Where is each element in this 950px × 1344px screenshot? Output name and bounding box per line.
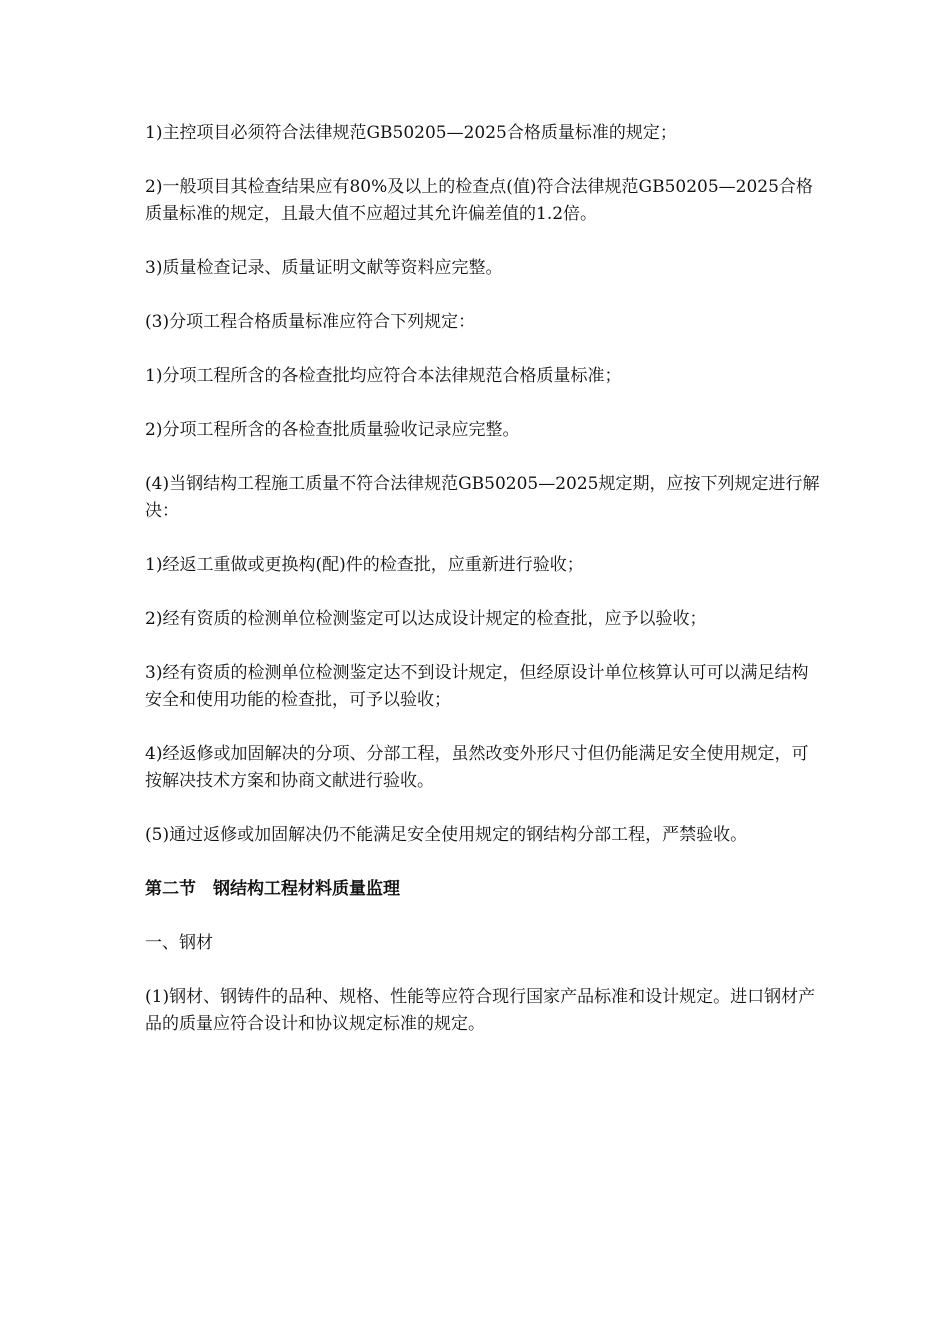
paragraph-6: 2)分项工程所含的各检查批质量验收记录应完整。 [145,420,520,440]
paragraph-3: 3)质量检查记录、质量证明文献等资料应完整。 [145,258,503,278]
paragraph-5: 1)分项工程所含的各检查批均应符合本法律规范合格质量标准； [145,366,622,386]
paragraph-13: (1)钢材、钢铸件的品种、规格、性能等应符合现行国家产品标准和设计规定。进口钢材产品的质量应符合设计和协议规定标准的规定。 [145,987,816,1034]
paragraph-7: (4)当钢结构工程施工质量不符合法律规范GB50205—2025规定期，应按下列规定进行解决： [145,474,820,521]
paragraph-4: (3)分项工程合格质量标准应符合下列规定： [145,312,476,332]
document-body [145,120,825,1065]
paragraph-10: 3)经有资质的检测单位检测鉴定达不到设计规定，但经原设计单位核算认可可以满足结构安全和使用功能的检查批，可予以验收； [145,663,809,710]
section-heading: 第二节 钢结构工程材料质量监理 [145,879,400,899]
paragraph-8: 1)经返工重做或更换构(配)件的检查批，应重新进行验收； [145,555,584,575]
paragraph-12: (5)通过返修或加固解决仍不能满足安全使用规定的钢结构分部工程，严禁验收。 [145,825,748,845]
paragraph-11: 4)经返修或加固解决的分项、分部工程，虽然改变外形尺寸但仍能满足安全使用规定，可按解决技术方案和协商文献进行验收。 [145,744,809,791]
paragraph-1: 1)主控项目必须符合法律规范GB50205—2025合格质量标准的规定； [145,123,677,143]
paragraph-9: 2)经有资质的检测单位检测鉴定可以达成设计规定的检查批，应予以验收； [145,609,707,629]
subsection-title: 一、钢材 [145,933,213,953]
paragraph-2: 2)一般项目其检查结果应有80%及以上的检查点(值)符合法律规范GB50205—2025合格质量标准的规定，且最大值不应超过其允许偏差值的1.2倍。 [145,177,813,224]
